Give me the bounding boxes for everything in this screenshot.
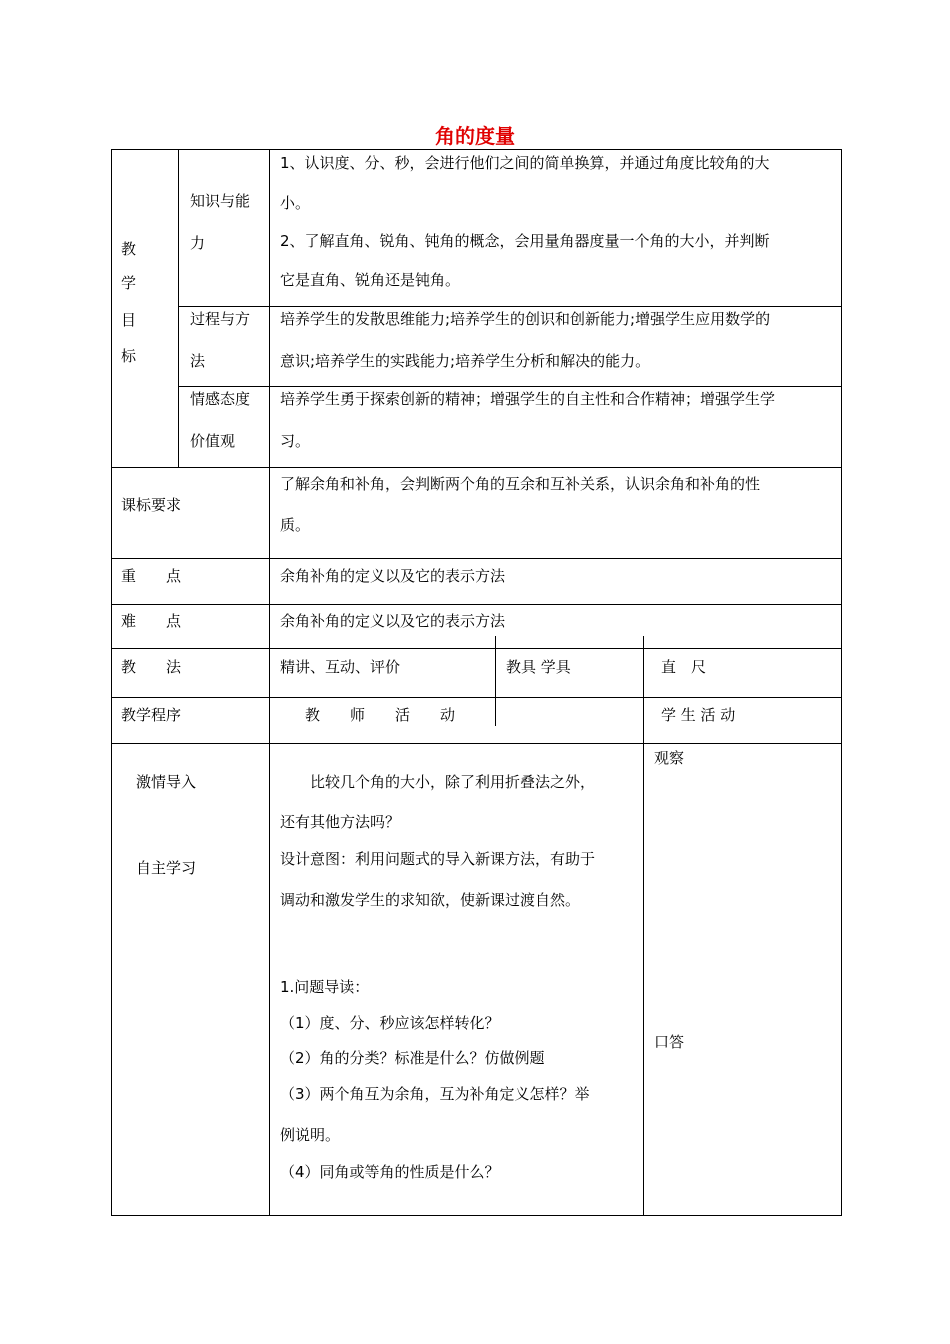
process-text: 意识;培养学生的实践能力;培养学生分析和解决的能力。 bbox=[280, 352, 651, 370]
question-item: （1）度、分、秒应该怎样转化？ bbox=[280, 1014, 500, 1032]
teacher-activity-header: 教 师 活 动 bbox=[305, 706, 456, 724]
emotion-text: 培养学生勇于探索创新的精神；增强学生的自主性和合作精神；增强学生学 bbox=[280, 390, 776, 408]
knowledge-text: 小。 bbox=[280, 194, 311, 212]
divider bbox=[111, 604, 842, 605]
key-point-label: 重 点 bbox=[121, 567, 182, 585]
lesson-plan-table bbox=[111, 149, 842, 1216]
standard-text: 了解余角和补角，会判断两个角的互余和互补关系，认识余角和补角的性 bbox=[280, 475, 761, 493]
goals-label-char: 标 bbox=[121, 347, 137, 365]
goals-label-char: 学 bbox=[121, 274, 137, 292]
divider bbox=[111, 743, 842, 744]
divider bbox=[495, 636, 496, 726]
standard-label: 课标要求 bbox=[121, 496, 182, 514]
questions-title: 1.问题导读： bbox=[280, 978, 370, 996]
standard-text: 质。 bbox=[280, 516, 311, 534]
difficulty-text: 余角补角的定义以及它的表示方法 bbox=[280, 612, 506, 630]
table-border-bottom bbox=[111, 1215, 842, 1216]
divider bbox=[111, 648, 842, 649]
divider bbox=[178, 149, 179, 467]
knowledge-label: 力 bbox=[190, 234, 206, 252]
teacher-text: 还有其他方法吗？ bbox=[280, 813, 401, 831]
emotion-text: 习。 bbox=[280, 432, 311, 450]
stage-label: 自主学习 bbox=[136, 859, 197, 877]
method-text: 精讲、互动、评价 bbox=[280, 658, 401, 676]
knowledge-text: 1、认识度、分、秒，会进行他们之间的简单换算，并通过角度比较角的大 bbox=[280, 154, 770, 172]
divider bbox=[111, 697, 842, 698]
goals-label-char: 教 bbox=[121, 240, 137, 258]
student-activity: 观察 bbox=[654, 749, 685, 767]
question-item: （3）两个角互为余角，互为补角定义怎样？举 bbox=[280, 1085, 590, 1103]
divider bbox=[643, 636, 644, 1216]
student-activity-header: 学 生 活 动 bbox=[661, 706, 736, 724]
table-border-left bbox=[111, 149, 112, 1216]
goals-label-char: 目 bbox=[121, 311, 137, 329]
question-item: （2）角的分类？标准是什么？仿做例题 bbox=[280, 1049, 545, 1067]
procedure-label: 教学程序 bbox=[121, 706, 182, 724]
divider bbox=[111, 558, 842, 559]
question-item: （4）同角或等角的性质是什么？ bbox=[280, 1163, 500, 1181]
table-border-right bbox=[841, 149, 842, 1216]
stage-label: 激情导入 bbox=[136, 773, 197, 791]
process-label: 法 bbox=[190, 352, 206, 370]
divider bbox=[269, 149, 270, 1216]
page-title: 角的度量 bbox=[435, 124, 515, 148]
knowledge-text: 它是直角、锐角还是钝角。 bbox=[280, 271, 461, 289]
student-activity: 口答 bbox=[654, 1033, 685, 1051]
key-point-text: 余角补角的定义以及它的表示方法 bbox=[280, 567, 506, 585]
emotion-label: 价值观 bbox=[190, 432, 236, 450]
process-text: 培养学生的发散思维能力;培养学生的创识和创新能力;增强学生应用数学的 bbox=[280, 310, 771, 328]
teacher-text: 比较几个角的大小，除了利用折叠法之外， bbox=[280, 773, 596, 791]
emotion-label: 情感态度 bbox=[190, 390, 251, 408]
process-label: 过程与方 bbox=[190, 310, 251, 328]
tools-value: 直 尺 bbox=[661, 658, 707, 676]
difficulty-label: 难 点 bbox=[121, 612, 182, 630]
tools-label: 教具 学具 bbox=[506, 658, 571, 676]
knowledge-text: 2、了解直角、锐角、钝角的概念，会用量角器度量一个角的大小，并判断 bbox=[280, 232, 770, 250]
question-item: 例说明。 bbox=[280, 1126, 341, 1144]
teacher-text: 调动和激发学生的求知欲，使新课过渡自然。 bbox=[280, 891, 581, 909]
teacher-text: 设计意图：利用问题式的导入新课方法，有助于 bbox=[280, 850, 596, 868]
method-label: 教 法 bbox=[121, 658, 182, 676]
knowledge-label: 知识与能 bbox=[190, 192, 251, 210]
